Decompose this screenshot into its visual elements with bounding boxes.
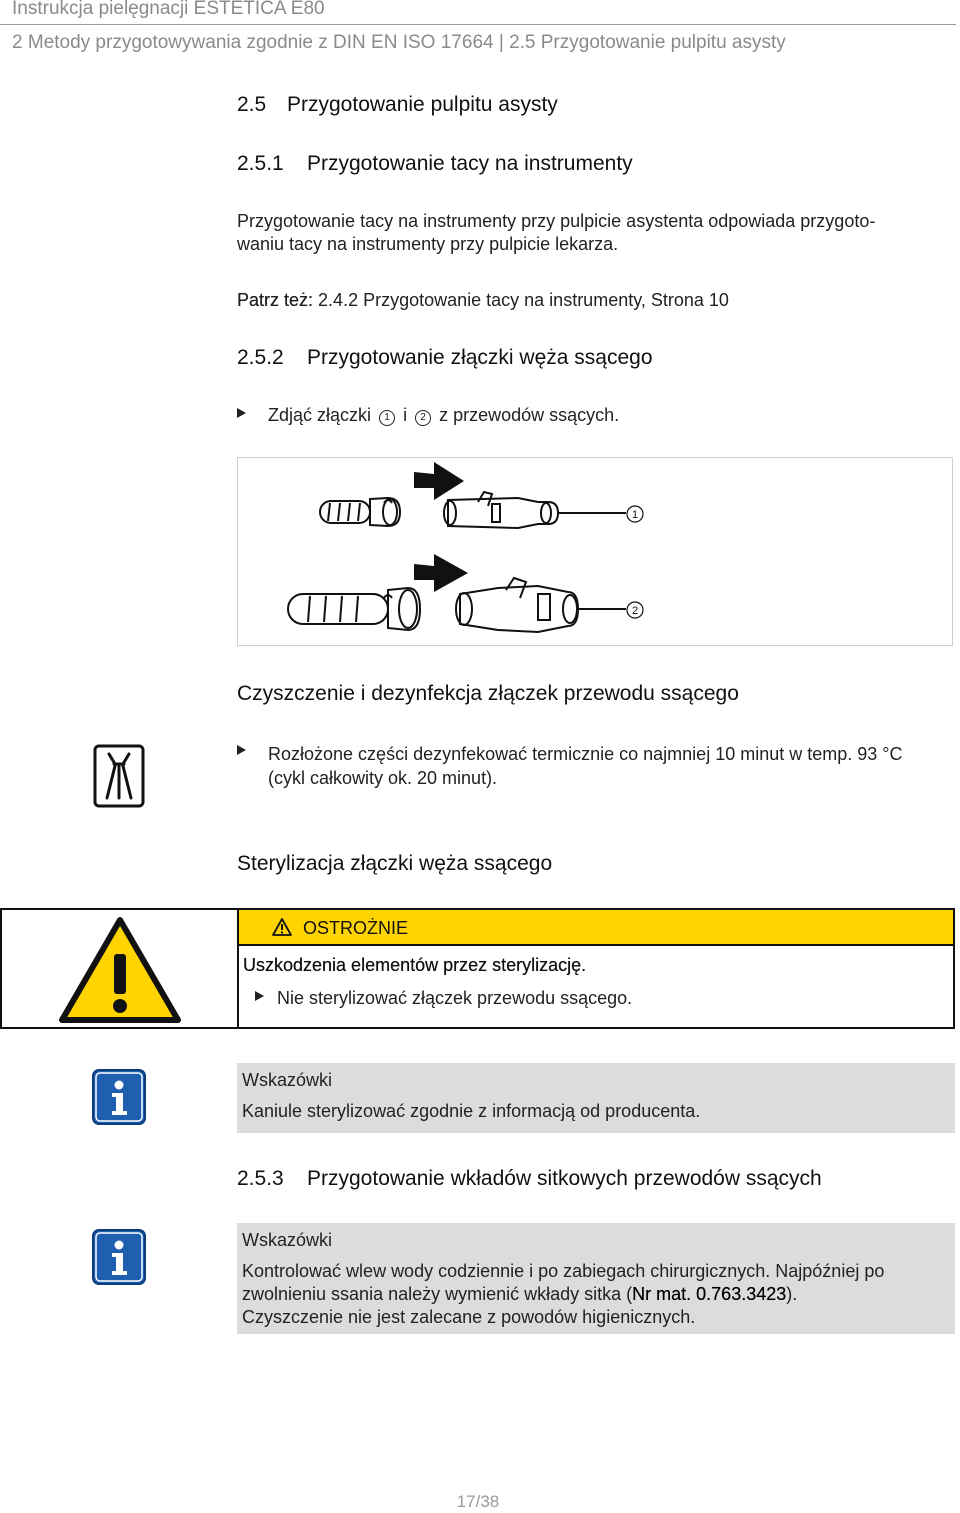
warning-symbol-panel <box>0 908 237 1029</box>
callout-marker: 1 <box>379 410 395 426</box>
connector-2 <box>460 586 578 632</box>
subsection-title-1: Przygotowanie tacy na instrumenty <box>307 152 633 175</box>
subsection-number-3: 2.5.3 <box>237 1167 284 1190</box>
step-remove-couplings <box>237 405 937 429</box>
caution-title: Uszkodzenia elementów przez sterylizację. <box>243 955 587 975</box>
step-text-part: i <box>403 405 408 425</box>
subsection-number-1: 2.5.1 <box>237 152 284 175</box>
subsection-1-body <box>237 210 875 256</box>
note-box-2 <box>237 1223 955 1334</box>
hose-tip-2 <box>288 594 388 624</box>
body-line: waniu tacy na instrumenty przy pulpicie lekarza. <box>237 234 619 254</box>
note-line-part: ). <box>786 1284 798 1304</box>
note-line <box>242 1283 884 1306</box>
note-text: Kaniule sterylizować zgodnie z informacją od producenta. <box>242 1101 701 1121</box>
note-title: Wskazówki <box>242 1230 333 1250</box>
caution-label: OSTROŻNIE <box>303 918 409 938</box>
see-also <box>237 289 729 312</box>
see-also-label: Patrz też: <box>237 290 314 310</box>
caution-header <box>239 910 953 946</box>
sterilization-heading: Sterylizacja złączki węża ssącego <box>237 852 553 875</box>
section-number: 2.5 <box>237 93 267 116</box>
info-icon <box>92 1229 146 1285</box>
callout-number-1: 1 <box>631 509 639 521</box>
caution-step <box>255 988 935 1012</box>
subsection-heading-3 <box>237 1167 822 1191</box>
see-also-link[interactable]: 2.4.2 Przygotowanie tacy na instrumenty, Strona 10 <box>318 290 729 310</box>
breadcrumb: 2 Metody przygotowywania zgodnie z DIN EN ISO 17664 | 2.5 Przygotowanie pulpitu asysty <box>12 32 786 53</box>
coupling-figure <box>237 457 953 646</box>
coupling-illustration <box>238 458 952 645</box>
step-thermal-disinfection <box>237 742 957 792</box>
callout-number-2: 2 <box>631 605 639 617</box>
subsection-title-2: Przygotowanie złączki węża ssącego <box>307 346 653 369</box>
step-text-part: Zdjąć złączki <box>268 405 372 425</box>
step-text-part: z przewodów ssących. <box>439 405 620 425</box>
thermal-disinfection-icon <box>93 744 145 808</box>
step-text <box>268 742 902 790</box>
bullet-arrow-icon <box>255 991 264 1001</box>
subsection-number-2: 2.5.2 <box>237 346 284 369</box>
section-heading <box>237 93 558 117</box>
arrow-icon <box>414 554 468 592</box>
step-text <box>268 405 619 426</box>
document-title: Instrukcja pielęgnacji ESTETICA E80 <box>12 0 325 19</box>
warning-small-icon <box>271 917 293 937</box>
step-line: (cykl całkowity ok. 20 minut). <box>268 768 498 788</box>
note-line-part: zwolnieniu ssania należy wymienić wkłady sitka ( <box>242 1284 633 1304</box>
note-title: Wskazówki <box>242 1070 333 1090</box>
subsection-heading-2 <box>237 346 653 370</box>
note-line: Czyszczenie nie jest zalecane z powodów higienicznych. <box>242 1307 696 1327</box>
body-line: Przygotowanie tacy na instrumenty przy pulpicie asystenta odpowiada przygoto- <box>237 211 876 231</box>
info-icon <box>92 1069 146 1125</box>
page-number: 17/38 <box>456 1492 500 1511</box>
bullet-arrow-icon <box>237 745 246 755</box>
note-line: Kontrolować wlew wody codziennie i po zabiegach chirurgicznych. Najpóźniej po <box>242 1261 885 1281</box>
warning-triangle-icon <box>58 916 182 1024</box>
header-divider <box>0 24 956 25</box>
caution-step-text: Nie sterylizować złączek przewodu ssącego. <box>277 988 633 1008</box>
step-line: Rozłożone części dezynfekować termicznie co najmniej 10 minut w temp. 93 °C <box>268 744 903 764</box>
arrow-icon <box>414 462 464 500</box>
bullet-arrow-icon <box>237 408 246 418</box>
cleaning-heading: Czyszczenie i dezynfekcja złączek przewodu ssącego <box>237 682 739 705</box>
subsection-heading-1 <box>237 152 633 176</box>
material-number: Nr mat. 0.763.3423 <box>632 1284 787 1304</box>
section-title: Przygotowanie pulpitu asysty <box>287 93 558 116</box>
note-box-1 <box>237 1063 955 1133</box>
note-text <box>242 1260 884 1329</box>
subsection-title-3: Przygotowanie wkładów sitkowych przewodów ssących <box>307 1167 822 1190</box>
caution-box <box>237 908 955 1029</box>
callout-marker: 2 <box>415 410 431 426</box>
